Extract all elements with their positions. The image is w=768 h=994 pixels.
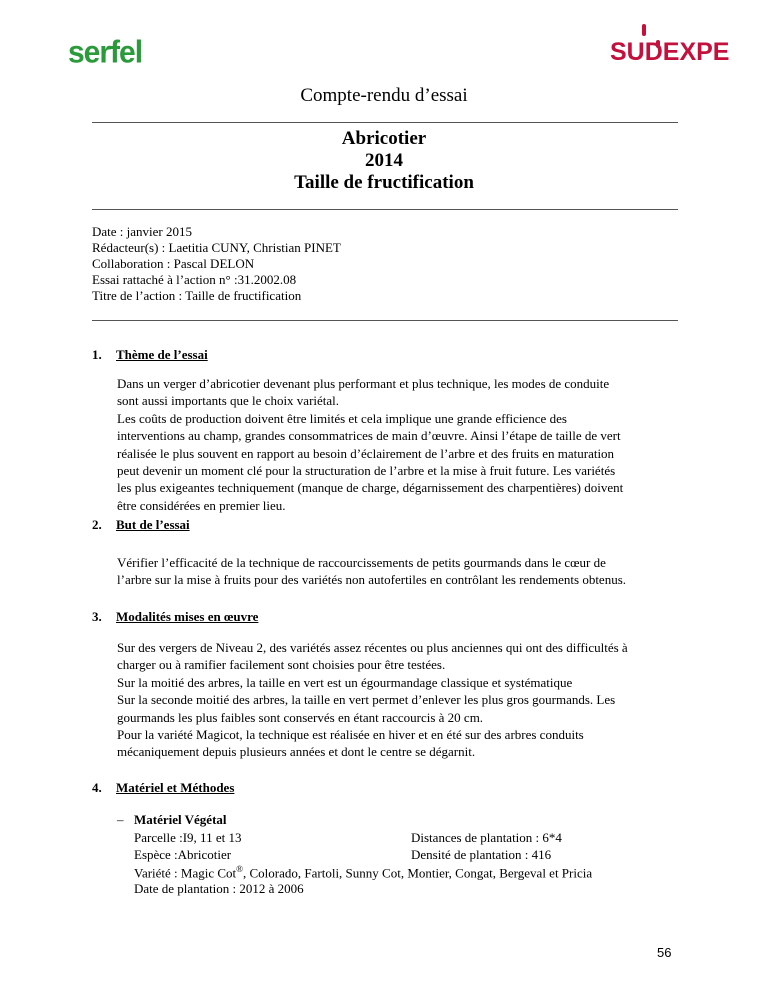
section-3-line: charger ou à ramifier facilement sont choisies pour être testées. (117, 657, 446, 673)
divider-title (92, 209, 678, 210)
densite-plantation: Densité de plantation : 416 (411, 847, 552, 862)
list-dash: – (117, 812, 124, 827)
section-3-heading (92, 609, 258, 625)
meta-collaboration: Collaboration : Pascal DELON (92, 256, 255, 271)
section-3-body (117, 639, 682, 761)
section-2-number: 2. (92, 517, 102, 532)
section-1-number: 1. (92, 347, 102, 362)
variete-list: , Colorado, Fartoli, Sunny Cot, Montier, Congat, Bergeval et Pricia (243, 865, 593, 881)
section-3-line: mécaniquement depuis plusieurs années et dont le centre se dégarnit. (117, 744, 476, 760)
title-line-3: Taille de fructification (294, 172, 474, 193)
materiel-vegetal-title: Matériel Végétal (134, 812, 227, 827)
title-line-1: Abricotier (341, 128, 427, 149)
variete (134, 864, 592, 881)
section-4-title: Matériel et Méthodes (116, 780, 235, 795)
document-type: Compte-rendu d’essai (300, 85, 468, 106)
section-1-body (117, 375, 682, 514)
section-1-line: réalisée le plus souvent en rapport au besoin d’éclairement de l’arbre et des fruits en maturation (117, 445, 615, 461)
variete-prefix: Variété : Magic Cot (134, 865, 237, 881)
section-4-number: 4. (92, 780, 102, 795)
meta-date: Date : janvier 2015 (92, 224, 192, 239)
section-1-line: sont aussi importants que le choix variétal. (117, 393, 340, 409)
parcelle: Parcelle :I9, 11 et 13 (134, 830, 242, 845)
divider-top (92, 122, 678, 123)
section-2-line: l’arbre sur la mise à fruits pour des variétés non autofertiles en contrôlant les rendements obtenus. (117, 572, 627, 588)
section-2-body (117, 554, 682, 589)
section-1-line: Les coûts de production doivent être limités et cela implique une grande efficience des (117, 410, 567, 426)
section-1-line: interventions au champ, grandes consommatrices de main d’œuvre. Ainsi l’étape de taille de vert (117, 428, 621, 444)
registered-mark: ® (236, 864, 244, 874)
section-3-line: Pour la variété Magicot, la technique est réalisée en hiver et en été sur des arbres conduits (117, 727, 584, 743)
section-2-line: Vérifier l’efficacité de la technique de raccourcissements de petits gourmands dans le cœur de (117, 555, 606, 570)
section-1-line: peut devenir un moment clé pour la structuration de l’arbre et la mise à fruit future. Les variétés (117, 463, 616, 479)
section-3-line: Sur la moitié des arbres, la taille en vert est un égourmandage classique et systématique (117, 674, 573, 690)
section-1-line: être considérées en premier lieu. (117, 497, 286, 513)
section-3-number: 3. (92, 609, 102, 624)
section-4-heading (92, 780, 234, 796)
date-plantation: Date de plantation : 2012 à 2006 (134, 881, 304, 896)
meta-action-number: Essai rattaché à l’action n° :31.2002.08 (92, 272, 297, 287)
divider-meta (92, 320, 678, 321)
espece: Espèce :Abricotier (134, 847, 232, 862)
meta-authors: Rédacteur(s) : Laetitia CUNY, Christian PINET (92, 240, 341, 255)
section-3-line: Sur des vergers de Niveau 2, des variétés assez récentes ou plus anciennes qui ont des difficultés à (117, 640, 628, 655)
serfel-logo: serfel (68, 35, 143, 70)
section-1-line: Dans un verger d’abricotier devenant plus performant et plus technique, les modes de conduite (117, 376, 610, 391)
section-2-title: But de l’essai (116, 517, 190, 532)
sudexpe-logo-mark (642, 24, 646, 36)
section-3-title: Modalités mises en œuvre (116, 609, 259, 624)
sudexpe-logo: SUDEXPE (610, 38, 730, 66)
section-3-line: Sur la seconde moitié des arbres, la taille en vert permet d’enlever les plus gros gourmands. Les (117, 692, 616, 708)
title-line-2: 2014 (365, 150, 403, 171)
section-2-heading (92, 517, 190, 533)
distances-plantation: Distances de plantation : 6*4 (411, 830, 562, 845)
section-3-line: gourmands les plus faibles sont conservés en étant raccourcis à 20 cm. (117, 709, 484, 725)
meta-action-title: Titre de l’action : Taille de fructification (92, 288, 302, 303)
section-1-heading (92, 347, 208, 363)
section-1-title: Thème de l’essai (116, 347, 208, 362)
page-number: 56 (657, 945, 672, 960)
section-1-line: les plus exigeantes techniquement (manque de charge, dégarnissement des charpentières) doivent (117, 480, 624, 496)
